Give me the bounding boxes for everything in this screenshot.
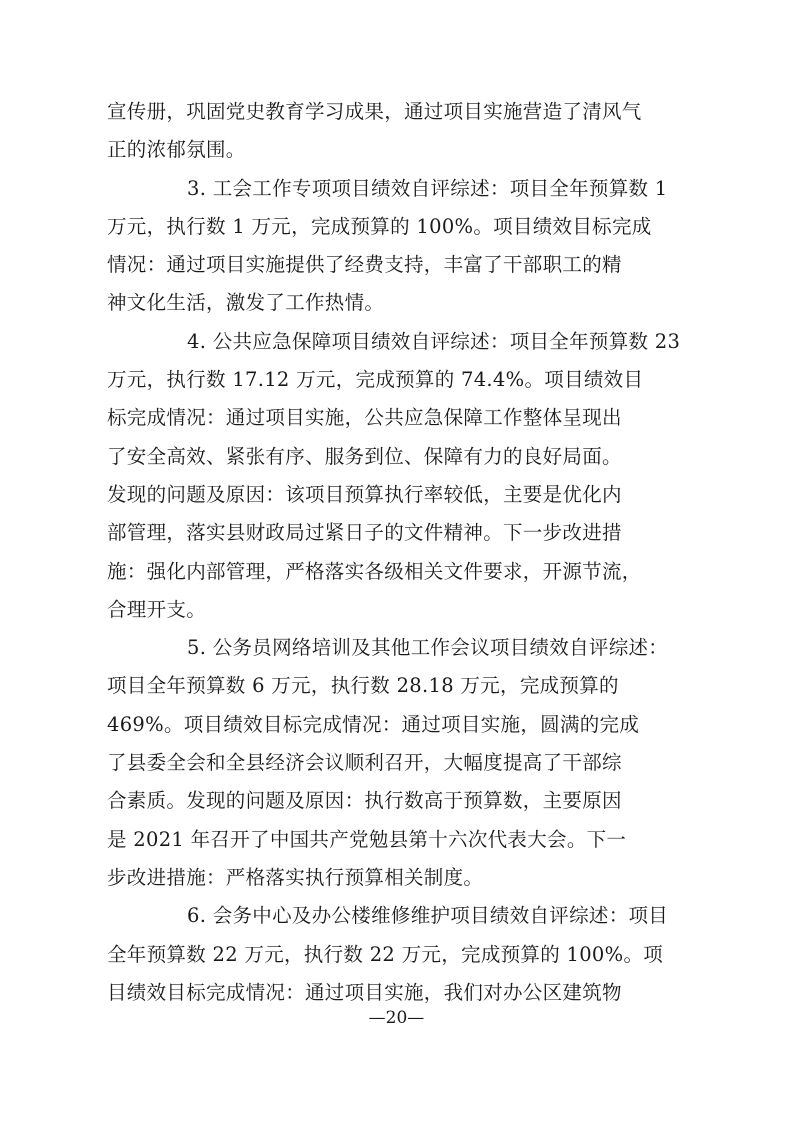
text-line: 目绩效目标完成情况：通过项目实施，我们对办公区建筑物: [107, 980, 622, 1004]
text-line: 正的浓郁氛围。: [107, 138, 246, 162]
text-line: 万元，执行数 1 万元，完成预算的 100%。项目绩效目标完成: [107, 214, 652, 238]
text-line: 发现的问题及原因：该项目预算执行率较低，主要是优化内: [107, 482, 622, 506]
text-line: 全年预算数 22 万元，执行数 22 万元，完成预算的 100%。项: [107, 942, 664, 966]
text-line: 施：强化内部管理，严格落实各级相关文件要求，开源节流，: [107, 559, 642, 583]
text-line: 项目全年预算数 6 万元，执行数 28.18 万元，完成预算的: [107, 674, 619, 698]
paragraph-start-line: 3. 工会工作专项项目绩效自评综述：项目全年预算数 1: [187, 176, 668, 200]
text-line: 是 2021 年召开了中国共产党勉县第十六次代表大会。下一: [107, 827, 627, 851]
page-number: —20—: [368, 1008, 425, 1028]
text-line: 部管理，落实县财政局过紧日子的文件精神。下一步改进措: [107, 521, 622, 545]
text-line: 情况：通过项目实施提供了经费支持，丰富了干部职工的精: [107, 253, 622, 277]
text-line: 469%。项目绩效目标完成情况：通过项目实施，圆满的完成: [107, 712, 640, 736]
text-line: 合素质。发现的问题及原因：执行数高于预算数，主要原因: [107, 789, 622, 813]
body-text: [107, 93, 687, 1012]
text-line: 万元，执行数 17.12 万元，完成预算的 74.4%。项目绩效目: [107, 368, 644, 392]
text-line: 合理开支。: [107, 597, 207, 621]
text-line: 了县委全会和全县经济会议顺利召开，大幅度提高了干部综: [107, 751, 622, 775]
text-line: 了安全高效、紧张有序、服务到位、保障有力的良好局面。: [107, 444, 622, 468]
paragraph-start-line: 6. 会务中心及办公楼维修维护项目绩效自评综述：项目: [187, 904, 669, 928]
text-line: 步改进措施：严格落实执行预算相关制度。: [107, 865, 484, 889]
paragraph-start-line: 4. 公共应急保障项目绩效自评综述：项目全年预算数 23: [187, 329, 681, 353]
text-line: 宣传册，巩固党史教育学习成果，通过项目实施营造了清风气: [107, 100, 642, 123]
text-line: 标完成情况：通过项目实施，公共应急保障工作整体呈现出: [107, 406, 622, 430]
paragraph-start-line: 5. 公务员网络培训及其他工作会议项目绩效自评综述：: [187, 636, 669, 660]
text-line: 神文化生活，激发了工作热情。: [107, 291, 385, 315]
